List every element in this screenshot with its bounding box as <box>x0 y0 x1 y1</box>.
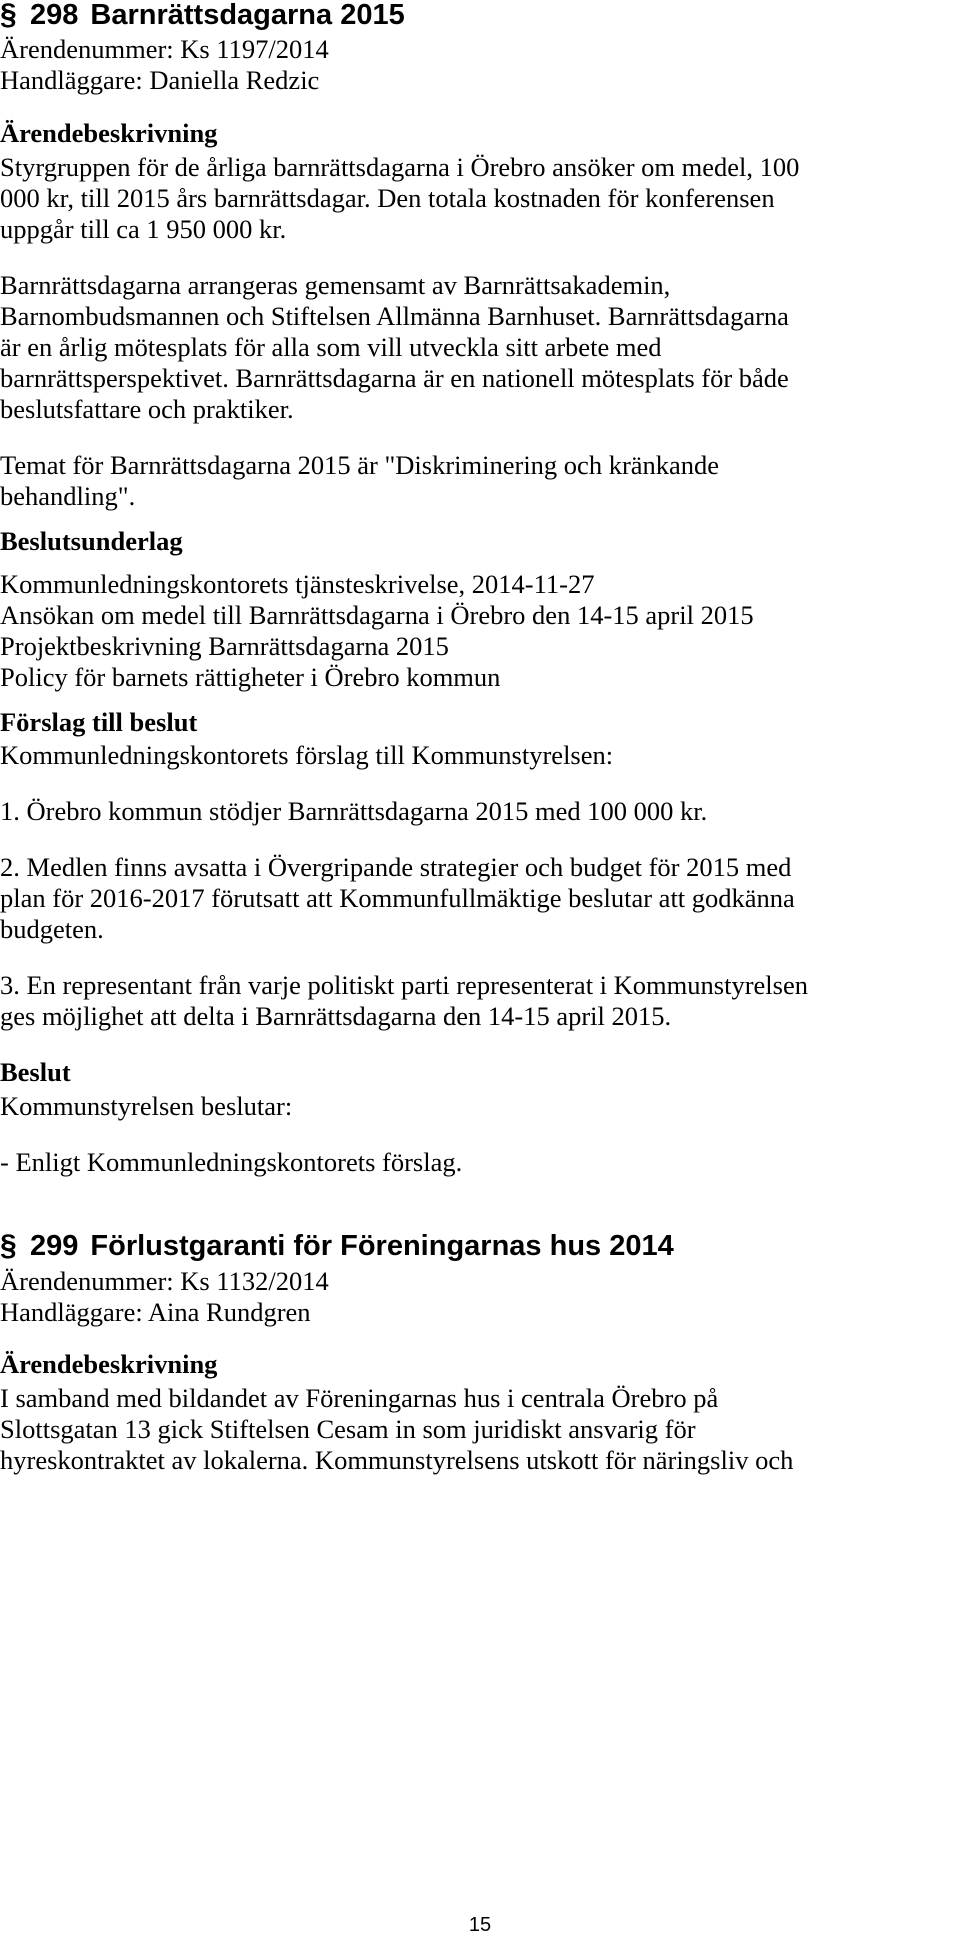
decision-heading: Beslut <box>0 1057 71 1087</box>
proposal-line: budgeten. <box>0 914 104 944</box>
description-line: I samband med bildandet av Föreningarnas hus i centrala Örebro på <box>0 1383 719 1413</box>
description-line: uppgår till ca 1 950 000 kr. <box>0 214 287 244</box>
description-line: behandling". <box>0 481 136 511</box>
page-number: 15 <box>468 1914 492 1936</box>
description-line: Slottsgatan 13 gick Stiftelsen Cesam in som juridiskt ansvarig för <box>0 1414 696 1444</box>
description-heading: Ärendebeskrivning <box>0 1349 218 1379</box>
description-line: Temat för Barnrättsdagarna 2015 är "Diskriminering och kränkande <box>0 450 720 480</box>
proposal-line: plan för 2016-2017 förutsatt att Kommunfullmäktige beslutar att godkänna <box>0 883 795 913</box>
case-number: Ärendenummer: Ks 1132/2014 <box>0 1266 329 1296</box>
section-number: 298 <box>30 0 79 31</box>
basis-item: Kommunledningskontorets tjänsteskrivelse, 2014-11-27 <box>0 569 595 599</box>
description-line: beslutsfattare och praktiker. <box>0 394 294 424</box>
proposal-line: 3. En representant från varje politiskt parti representerat i Kommunstyrelsen <box>0 970 808 1000</box>
proposal-line: 1. Örebro kommun stödjer Barnrättsdagarna 2015 med 100 000 kr. <box>0 796 708 826</box>
basis-item: Policy för barnets rättigheter i Örebro kommun <box>0 662 501 692</box>
case-handler: Handläggare: Daniella Redzic <box>0 65 320 95</box>
proposal-line: ges möjlighet att delta i Barnrättsdagarna den 14-15 april 2015. <box>0 1001 672 1031</box>
basis-item: Projektbeskrivning Barnrättsdagarna 2015 <box>0 631 449 661</box>
decision-line: - Enligt Kommunledningskontorets förslag. <box>0 1147 463 1177</box>
description-line: är en årlig mötesplats för alla som vill utveckla sitt arbete med <box>0 332 662 362</box>
description-line: 000 kr, till 2015 års barnrättsdagar. Den totala kostnaden för konferensen <box>0 183 775 213</box>
description-line: barnrättsperspektivet. Barnrättsdagarna är en nationell mötesplats för både <box>0 363 789 393</box>
section-title: Förlustgaranti för Föreningarnas hus 2014 <box>90 1230 674 1262</box>
case-number: Ärendenummer: Ks 1197/2014 <box>0 34 329 64</box>
description-line: hyreskontraktet av lokalerna. Kommunstyrelsens utskott för näringsliv och <box>0 1445 794 1475</box>
section-number: 299 <box>30 1230 79 1262</box>
description-line: Barnombudsmannen och Stiftelsen Allmänna Barnhuset. Barnrättsdagarna <box>0 301 789 331</box>
proposal-line: Kommunledningskontorets förslag till Kommunstyrelsen: <box>0 740 614 770</box>
basis-heading: Beslutsunderlag <box>0 526 183 556</box>
proposal-line: 2. Medlen finns avsatta i Övergripande strategier och budget för 2015 med <box>0 852 792 882</box>
section-heading-298 <box>0 0 405 33</box>
case-handler: Handläggare: Aina Rundgren <box>0 1297 311 1327</box>
description-heading: Ärendebeskrivning <box>0 118 218 148</box>
description-line: Styrgruppen för de årliga barnrättsdagarna i Örebro ansöker om medel, 100 <box>0 152 800 182</box>
basis-item: Ansökan om medel till Barnrättsdagarna i Örebro den 14-15 april 2015 <box>0 600 754 630</box>
decision-line: Kommunstyrelsen beslutar: <box>0 1091 293 1121</box>
description-line: Barnrättsdagarna arrangeras gemensamt av Barnrättsakademin, <box>0 270 671 300</box>
section-symbol: § <box>0 0 17 31</box>
proposal-heading: Förslag till beslut <box>0 707 198 737</box>
section-title: Barnrättsdagarna 2015 <box>90 0 405 31</box>
section-heading-299 <box>0 1228 674 1264</box>
section-symbol: § <box>0 1229 17 1262</box>
